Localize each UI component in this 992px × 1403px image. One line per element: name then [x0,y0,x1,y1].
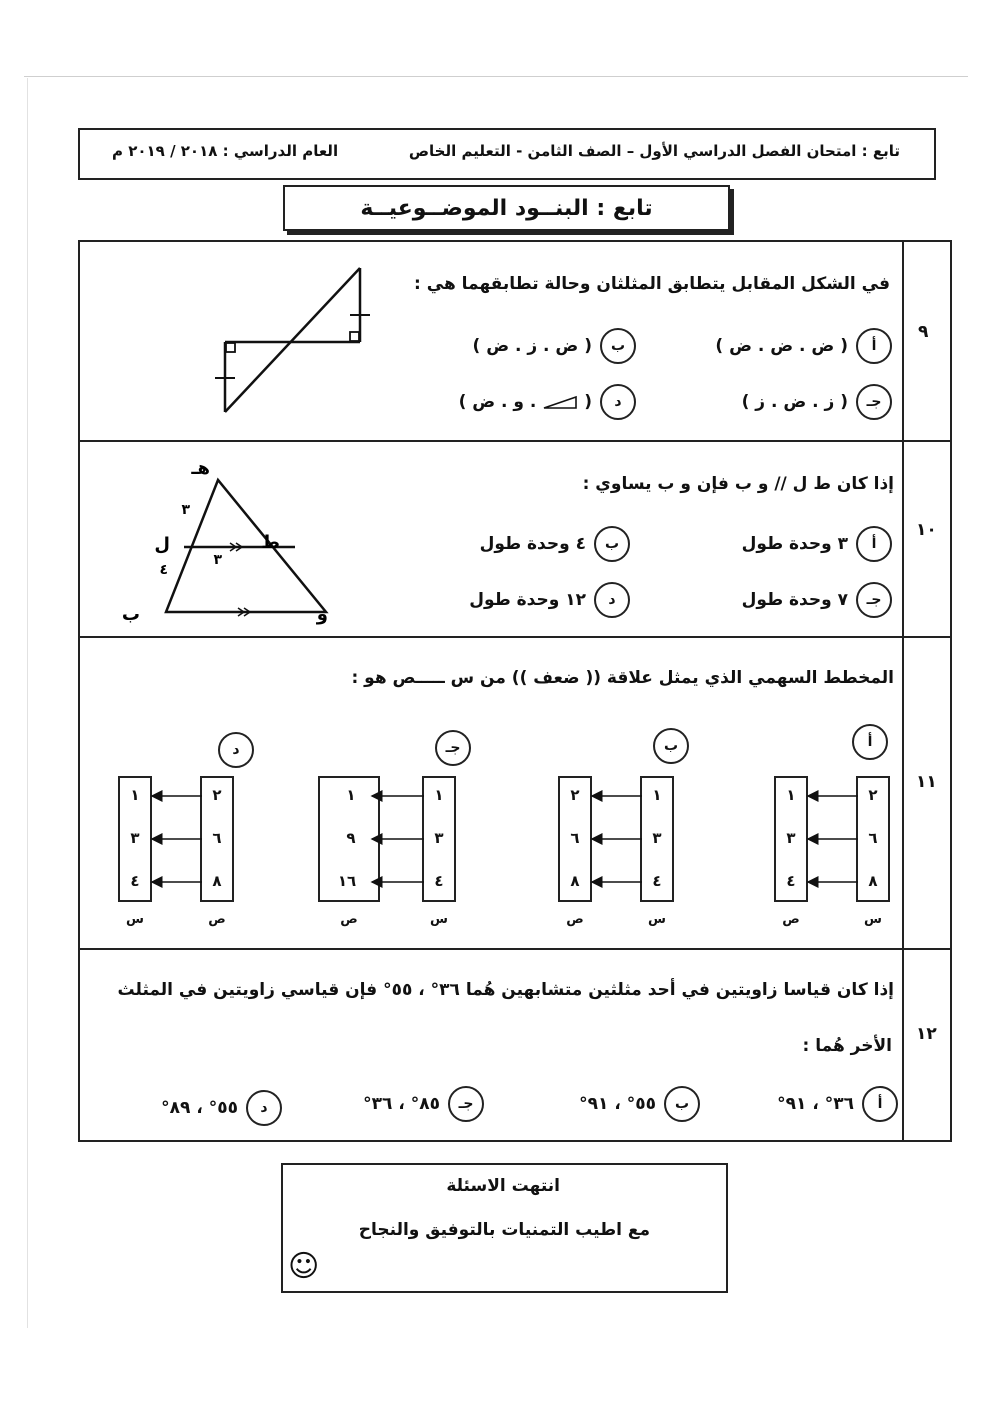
codomain-value: ١ [786,786,796,804]
option-d[interactable] [161,1090,282,1126]
domain-label: س [648,912,666,927]
arrow-diagram-b[interactable] [558,776,678,936]
option-d-text: ٥٥° ، ٨٩° [161,1098,238,1118]
number-column-divider [902,240,904,1142]
exam-title: تابع : امتحان الفصل الدراسي الأول – الصف الثامن - التعليم الخاص [408,142,900,160]
question-number: ١٠ [916,520,937,540]
domain-value: ١ [652,786,662,804]
domain-value: ٦ [868,829,878,847]
row-divider [78,948,952,950]
academic-year: العام الدراسي : ٢٠١٨ / ٢٠١٩ م [112,142,339,160]
option-d-text: ١٢ وحدة طول [469,590,586,610]
arrow-diagram-a[interactable] [774,776,894,936]
codomain-value: ٦ [570,829,580,847]
codomain-label: ص [782,912,800,927]
option-c[interactable] [363,1086,484,1122]
option-a-circle[interactable]: أ [852,724,888,760]
page-left-rule [27,78,28,1328]
option-a[interactable] [715,328,892,364]
question-stem: إذا كان ط ل // و ب فإن و ب يساوي : [582,474,894,494]
segment-lt-length: ٣ [213,552,222,568]
option-c[interactable] [742,384,892,420]
vertex-t-label: ط [261,532,280,553]
option-b-circle[interactable]: ب [653,728,689,764]
option-b-circle[interactable]: ب [594,526,630,562]
page-top-rule [24,76,968,77]
option-b-circle[interactable]: ب [600,328,636,364]
codomain-value: ٤ [786,872,796,890]
codomain-value: ١٦ [337,872,357,890]
option-b[interactable] [473,328,637,364]
codomain-value: ٨ [570,872,580,890]
option-b[interactable] [579,1086,700,1122]
option-a-circle[interactable]: أ [862,1086,898,1122]
row-divider [78,636,952,638]
codomain-value: ١ [130,786,140,804]
question-stem-line1: إذا كان قياسا زاويتين في أحد مثلثين متشابهين هُما ٣٦° ، ٥٥° فإن قياسي زاويتين في المثلث [117,980,894,1000]
codomain-value: ١ [346,786,356,804]
segment-lb-length: ٤ [159,562,168,578]
option-c-text: ( ز . ض . ز ) [741,392,848,412]
end-of-questions: انتهت الاسئلة [446,1176,560,1196]
domain-value: ٣ [434,829,444,847]
codomain-value: ٣ [786,829,796,847]
question-stem-line2: الأخر هُما : [802,1036,892,1056]
question-stem: المخطط السهمي الذي يمثل علاقة (( ضعف )) من س ـــــص هو : [351,668,894,688]
option-b-text: ٤ وحدة طول [479,534,586,554]
option-a-circle[interactable]: أ [856,328,892,364]
codomain-value: ٤ [130,872,140,890]
option-c[interactable] [742,582,892,618]
domain-value: ٨ [212,872,222,890]
option-a[interactable] [742,526,892,562]
arrow-diagram-d[interactable] [118,776,238,936]
option-c-circle[interactable]: جـ [856,384,892,420]
good-luck-message: مع اطيب التمنيات بالتوفيق والنجاح [358,1220,650,1240]
segment-hl-length: ٣ [181,502,190,518]
option-d-circle[interactable]: د [600,384,636,420]
option-a-text: ٣٦° ، ٩١° [777,1094,854,1114]
row-divider [78,440,952,442]
codomain-value: ٢ [570,786,580,804]
option-b-text: ( ض . ز . ض ) [472,336,592,356]
arrow-diagram-c[interactable] [318,776,448,936]
question-stem: في الشكل المقابل يتطابق المثلثان وحالة تطابقهما هي : [414,274,890,294]
smiley-icon: ☺ [288,1249,320,1284]
option-d-circle[interactable]: د [218,732,254,768]
domain-label: س [430,912,448,927]
option-b-text: ٥٥° ، ٩١° [579,1094,656,1114]
domain-value: ٢ [212,786,222,804]
domain-label: ص [208,912,226,927]
domain-value: ٦ [212,829,222,847]
domain-value: ٢ [868,786,878,804]
option-c-circle[interactable]: جـ [448,1086,484,1122]
vertex-b-label: ب [121,604,140,625]
vertex-h-label: هـ [191,458,210,479]
option-c-text: ٨٥° ، ٣٦° [363,1094,440,1114]
option-d[interactable] [459,384,636,420]
option-b[interactable] [480,526,630,562]
option-b-circle[interactable]: ب [664,1086,700,1122]
vertex-w-label: و [316,604,328,625]
domain-label: س [864,912,882,927]
domain-value: ٤ [434,872,444,890]
codomain-label: ص [566,912,584,927]
question-number: ١١ [916,772,937,792]
domain-value: ٣ [652,829,662,847]
option-c-text: ٧ وحدة طول [741,590,848,610]
codomain-value: ٩ [346,829,356,847]
option-c-circle[interactable]: جـ [435,730,471,766]
question-number: ٩ [918,322,929,342]
domain-value: ٨ [868,872,878,890]
option-d-circle[interactable]: د [246,1090,282,1126]
option-d[interactable] [469,582,630,618]
codomain-value: ٣ [130,829,140,847]
option-a-text: ٣ وحدة طول [741,534,848,554]
domain-value: ١ [434,786,444,804]
triangle-symbol-icon [542,394,578,410]
option-a-text: ( ض . ض . ض ) [715,336,848,356]
section-title: تابع : البنــود الموضــوعيــة [283,185,730,231]
congruent-triangles-figure [205,262,385,422]
vertex-l-label: ل [154,534,170,555]
codomain-label: س [126,912,144,927]
domain-value: ٤ [652,872,662,890]
option-a-circle[interactable]: أ [856,526,892,562]
option-c-circle[interactable]: جـ [856,582,892,618]
option-d-text: ( . و . ض ) [458,392,592,412]
parallel-segments-triangle-figure [121,450,350,630]
question-number: ١٢ [916,1024,937,1044]
option-d-circle[interactable]: د [594,582,630,618]
codomain-label: ص [340,912,358,927]
option-a[interactable] [777,1086,898,1122]
